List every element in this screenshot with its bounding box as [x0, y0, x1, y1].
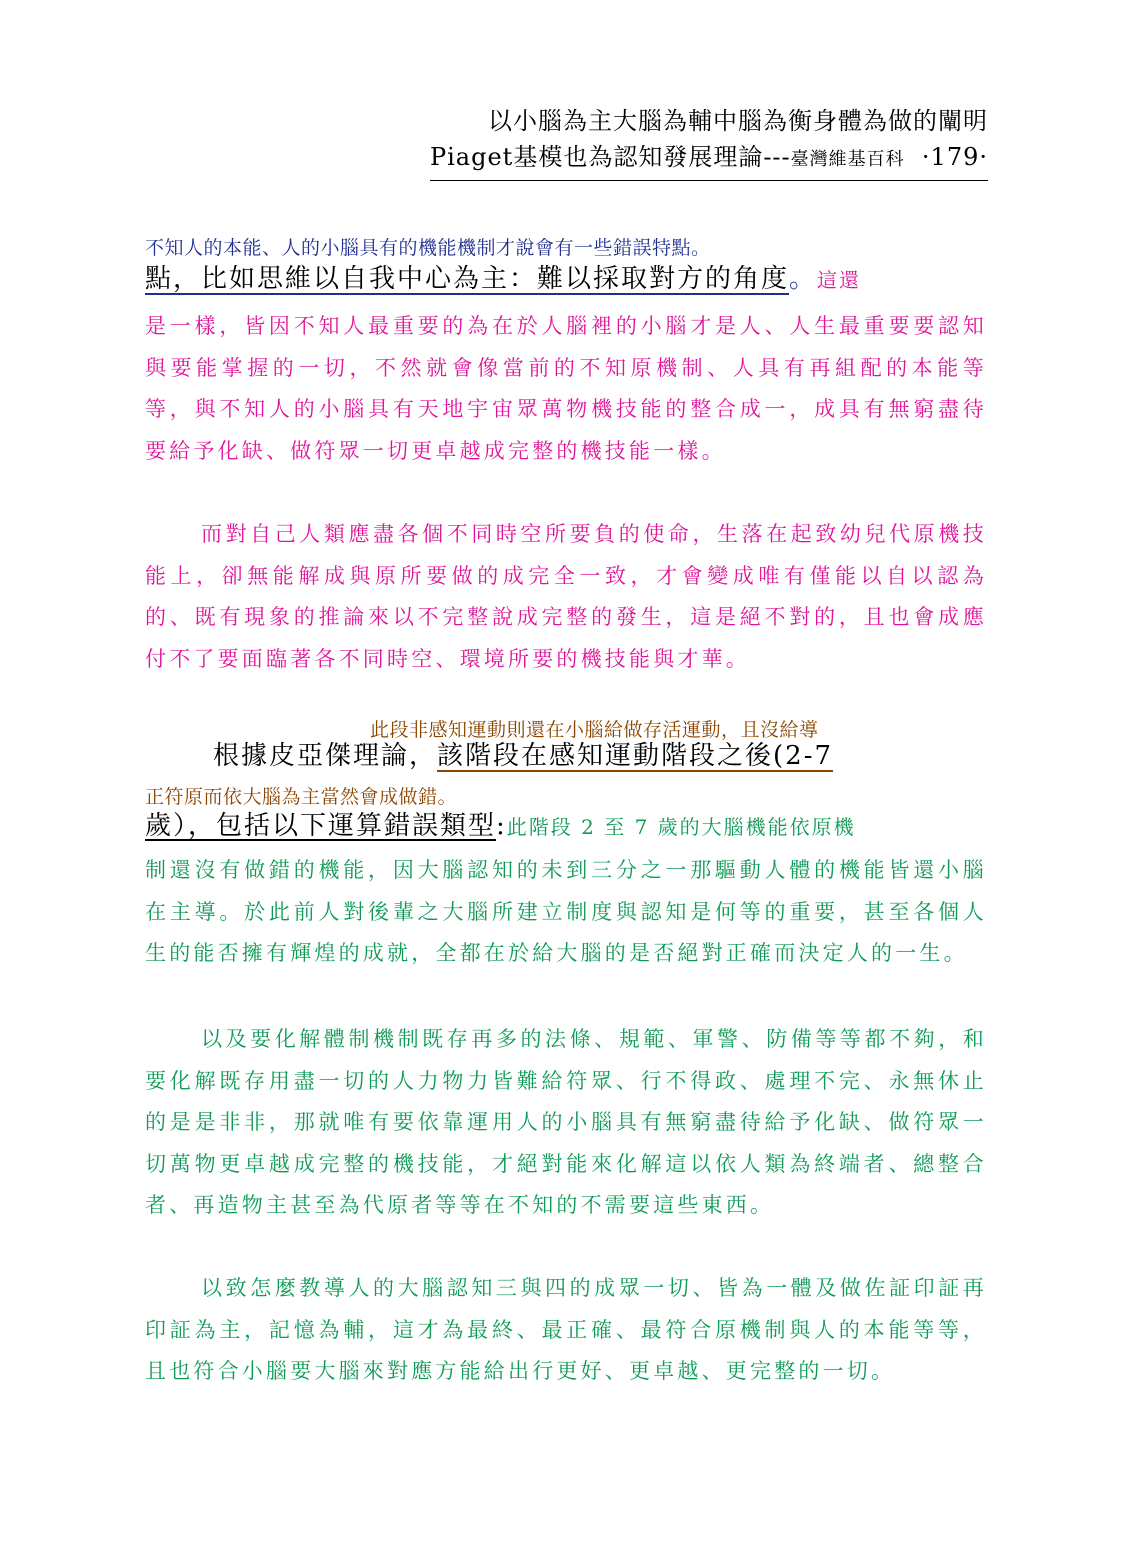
paragraph-2-text: 而對自己人類應盡各個不同時空所要負的使命，生落在起致幼兒代原機技能上，卻無能解成與原所要做的成完全一致，才會變成唯有僅能以自以認為的、既有現象的推論來以不完整說成完整的發生，這是絕不對的，且也會成應付不了要面臨著各不同時空、環境所要的機技能與才華。: [145, 522, 987, 671]
annotation-top: 不知人的本能、人的小腦具有的機能機制才說會有一些錯誤特點。: [145, 237, 711, 259]
heading-2-line-2-block: [145, 808, 987, 845]
heading-1: [145, 261, 987, 298]
paragraph-5: [145, 1268, 987, 1393]
paragraph-2: [145, 514, 987, 680]
heading-1-tail: 這還: [817, 268, 862, 292]
paragraph-5-text: 以致怎麼教導人的大腦認知三與四的成眾一切、皆為一體及做佐証印証再印証為主，記憶為輔，這才為最終、最正確、最符合原機制與人的本能等等，且也符合小腦要大腦來對應方能給出行更好、更卓越、更完整的一切。: [145, 1276, 987, 1383]
heading-2-a: 根據皮亞傑理論，: [213, 741, 438, 771]
page-number: ·179·: [921, 143, 988, 171]
paragraph-3: [145, 850, 987, 975]
heading-1-period: 。: [789, 264, 818, 294]
heading-2-c: 歲），包括以下運算錯誤類型: [145, 811, 497, 841]
heading-2-colon: :: [496, 811, 507, 841]
paragraph-1: [145, 306, 987, 472]
heading-2-line-1: [145, 738, 987, 774]
header-subtitle: [430, 139, 988, 181]
heading-2-b: 該階段在感知運動階段之後(2-7: [437, 741, 834, 771]
header-subtitle-main: Piaget基模也為認知發展理論---: [429, 143, 791, 171]
heading-2-block: [145, 738, 987, 774]
note-middle-b: [145, 785, 987, 809]
heading-1-text: 點，比如思維以自我中心為主：難以採取對方的角度: [145, 264, 790, 294]
page-header: [288, 103, 988, 181]
annotation-middle-b: 正符原而依大腦為主當然會成做錯。: [145, 786, 458, 808]
note-top: [145, 236, 987, 260]
heading-2-line-2: [145, 808, 987, 845]
paragraph-3-start: 此階段 2 至 7 歲的大腦機能依原機: [506, 815, 856, 839]
paragraph-1-text: 是一樣，皆因不知人最重要的為在於人腦裡的小腦才是人、人生最重要要認知與要能掌握的一切，不然就會像當前的不知原機制、人具有再組配的本能等等，與不知人的小腦具有天地宇宙眾萬物機技能的整合成一，成具有無窮盡待要給予化缺、做符眾一切更卓越成完整的機技能一樣。: [145, 314, 987, 463]
paragraph-3-text: 制還沒有做錯的機能，因大腦認知的未到三分之一那驅動人體的機能皆還小腦在主導。於此前人對後輩之大腦所建立制度與認知是何等的重要，甚至各個人生的能否擁有輝煌的成就，全都在於給大腦的是否絕對正確而決定人的一生。: [145, 858, 987, 965]
paragraph-4-text: 以及要化解體制機制既存再多的法條、規範、軍警、防備等等都不夠，和要化解既存用盡一切的人力物力皆難給符眾、行不得政、處理不完、永無休止的是是非非，那就唯有要依靠運用人的小腦具有無窮盡待給予化缺、做符眾一切萬物更卓越成完整的機技能，才絕對能來化解這以依人類為終端者、總整合者、再造物主甚至為代原者等等在不知的不需要這些東西。: [145, 1027, 987, 1217]
header-title: 以小腦為主大腦為輔中腦為衡身體為做的闡明: [488, 107, 988, 135]
heading-1-block: [145, 261, 987, 298]
header-subtitle-source: 臺灣維基百科: [790, 149, 905, 170]
annotation-middle-a: 此段非感知運動則還在小腦給做存活運動，且沒給導: [370, 719, 819, 741]
paragraph-4: [145, 1019, 987, 1227]
